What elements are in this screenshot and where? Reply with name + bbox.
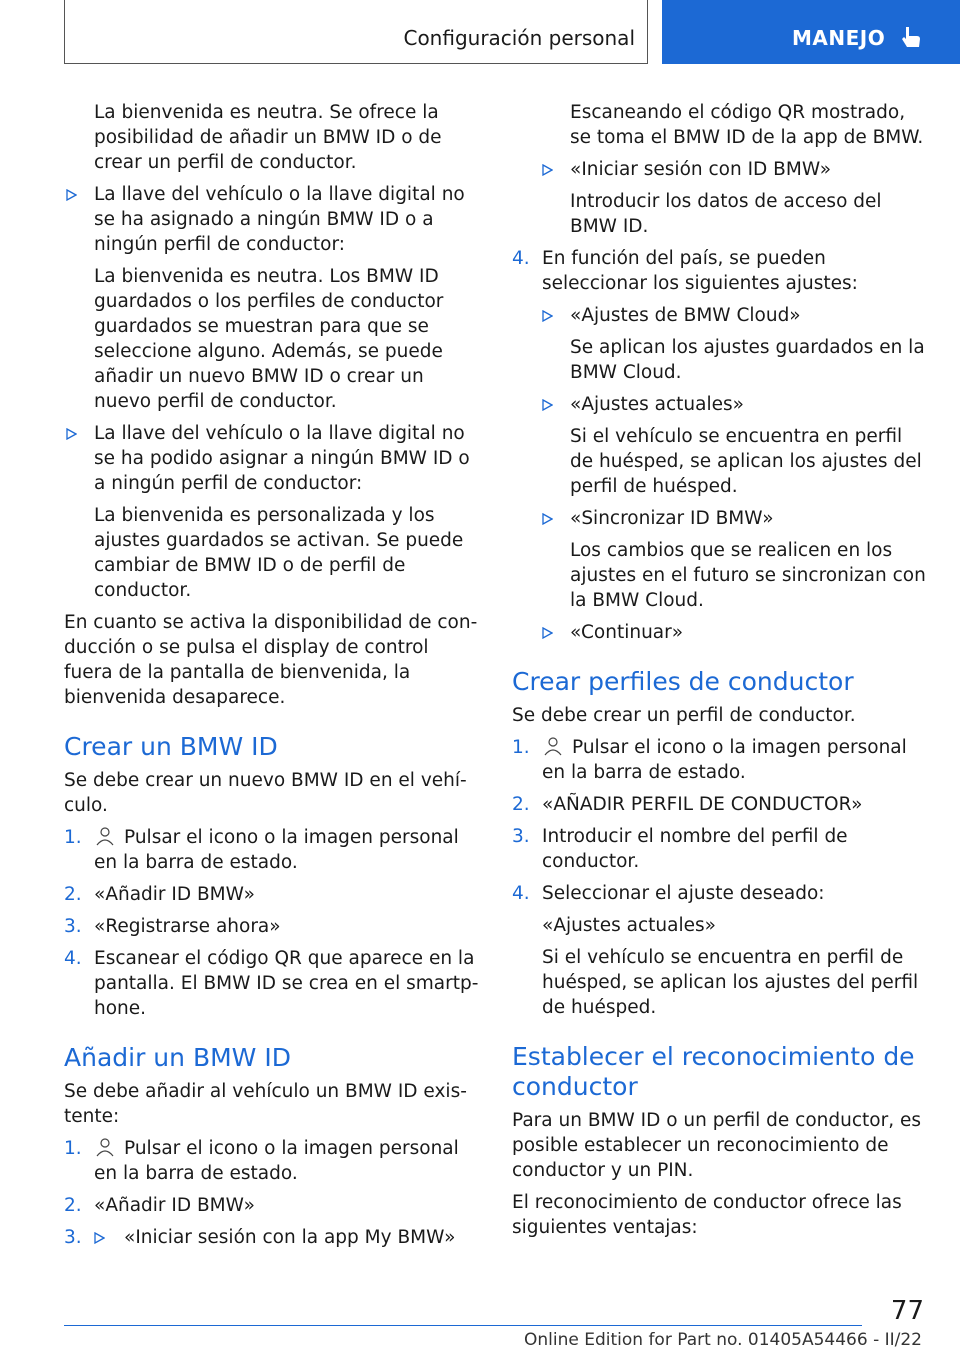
list-item [64,825,480,875]
step-detail: «Ajustes actuales» [542,915,716,936]
bullet-text: «Ajustes actuales» [570,394,744,415]
footer-divider [64,1325,862,1326]
right-column [512,100,928,1247]
chapter-label: MANEJO [792,26,886,50]
list-item [512,735,928,785]
list-item [64,1136,480,1186]
step-number: 3. [64,916,82,937]
person-icon [542,736,564,756]
step-number: 2. [512,794,530,815]
paragraph: Para un BMW ID o un perfil de conductor, es posible establecer un reconocimiento de conductor y un PIN. [512,1110,921,1181]
intro-text: Se debe crear un nuevo BMW ID en el vehículo. [64,770,467,816]
triangle-bullet-icon [66,428,77,440]
left-column [64,100,480,1257]
bullet-item [512,620,928,645]
step-text: Pulsar el icono o la imagen personal en la barra de estado. [542,737,907,783]
step-number: 4. [512,883,530,904]
bullet-item [512,303,928,328]
list-item [512,824,928,874]
list-item [64,882,480,907]
bullet-item [64,421,480,496]
triangle-bullet-icon [542,310,553,322]
list-item [64,946,480,1021]
list-item [64,1193,480,1218]
chapter-tab[interactable] [662,0,960,64]
step-text: «Iniciar sesión con la app My BMW» [124,1227,456,1248]
intro-text: Se debe crear un perfil de conductor. [512,705,856,726]
page-number: 77 [890,1296,924,1326]
step-text: Escanear el código QR que aparece en la pantalla. El BMW ID se crea en el smartphone. [94,948,479,1019]
triangle-bullet-icon [66,189,77,201]
step-text: «Añadir ID BMW» [94,1195,255,1216]
bullet-detail: Los cambios que se realicen en los ajustes en el futuro se sincronizan con la BMW Cloud. [570,540,926,611]
triangle-bullet-icon [94,1232,105,1244]
person-icon [94,1137,116,1157]
step-number: 2. [64,884,82,905]
bullet-text: La llave del vehículo o la llave digital no se ha asignado a ningún BMW ID o a ningún perfil de conductor: [94,184,465,255]
step-text: «Registrarse ahora» [94,916,281,937]
bullet-text: La llave del vehículo o la llave digital no se ha podido asignar a ningún BMW ID o a ningún perfil de conductor: [94,423,470,494]
bullet-text: «Continuar» [570,622,684,643]
hand-pointer-icon [898,24,924,50]
heading-crear-perfiles: Crear perfiles de conductor [512,667,854,696]
paragraph: El reconocimiento de conductor ofrece las siguientes ventajas: [512,1192,902,1238]
list-item [512,792,928,817]
step-text: Pulsar el icono o la imagen personal en la barra de estado. [94,827,459,873]
step-number: 1. [512,737,530,758]
list-item [512,881,928,906]
footer-edition: Online Edition for Part no. 01405A54466 - II/22 [523,1330,922,1350]
person-icon [94,826,116,846]
page-header [64,0,960,66]
bullet-detail: La bienvenida es personalizada y los ajustes guardados se activan. Se puede cambiar de BMW ID o de perfil de conductor. [94,505,464,601]
step-text: En función del país, se pueden seleccionar los siguientes ajustes: [542,248,858,294]
heading-reconocimiento: Establecer el reconocimiento de conductor [512,1042,915,1101]
step-number: 4. [512,248,530,269]
triangle-bullet-icon [542,399,553,411]
step-number: 3. [512,826,530,847]
intro-text: Se debe añadir al vehículo un BMW ID existente: [64,1081,467,1127]
bullet-detail: Si el vehículo se encuentra en perfil de huésped, se aplican los ajustes del perfil de huésped. [570,426,922,497]
step-text: «AÑADIR PERFIL DE CONDUCTOR» [542,794,863,815]
bullet-text: «Sincronizar ID BMW» [570,508,774,529]
triangle-bullet-icon [542,627,553,639]
bullet-text: «Iniciar sesión con ID BMW» [570,159,832,180]
bullet-text: «Ajustes de BMW Cloud» [570,305,801,326]
step-text: Introducir el nombre del perfil de conductor. [542,826,848,872]
bullet-detail: Se aplican los ajustes guardados en la BMW Cloud. [570,337,925,383]
bullet-item [64,182,480,257]
step-number: 2. [64,1195,82,1216]
paragraph: En cuanto se activa la disponibilidad de conducción o se pulsa el display de control fuera de la pantalla de bienvenida, la bienvenida desaparece. [64,612,478,708]
section-title-box [64,0,648,64]
heading-crear-bmw-id: Crear un BMW ID [64,732,278,761]
bullet-detail: La bienvenida es neutra. Los BMW ID guardados o los perfiles de conductor guardados se muestran para que se seleccione alguno. Además, se puede añadir un nuevo BMW ID o crear un nuevo perfil de conductor. [94,266,444,412]
bullet-item [512,157,928,182]
continued-text: Escaneando el código QR mostrado, se toma el BMW ID de la app de BMW. [570,102,924,148]
list-item [512,246,928,296]
paragraph: La bienvenida es neutra. Se ofrece la posibilidad de añadir un BMW ID o de crear un perfil de conductor. [94,102,442,173]
section-title: Configuración personal [403,26,635,50]
step-detail: Si el vehículo se encuentra en perfil de huésped, se aplican los ajustes del perfil de huésped. [542,947,919,1018]
bullet-detail: Introducir los datos de acceso del BMW ID. [570,191,882,237]
step-number: 4. [64,948,82,969]
step-number: 1. [64,1138,82,1159]
step-text: Seleccionar el ajuste deseado: [542,883,825,904]
list-item [64,1225,480,1250]
step-number: 3. [64,1227,82,1248]
step-number: 1. [64,827,82,848]
step-text: Pulsar el icono o la imagen personal en la barra de estado. [94,1138,459,1184]
triangle-bullet-icon [542,164,553,176]
triangle-bullet-icon [542,513,553,525]
step-text: «Añadir ID BMW» [94,884,255,905]
list-item [64,914,480,939]
bullet-item [512,506,928,531]
heading-anadir-bmw-id: Añadir un BMW ID [64,1043,291,1072]
bullet-item [512,392,928,417]
